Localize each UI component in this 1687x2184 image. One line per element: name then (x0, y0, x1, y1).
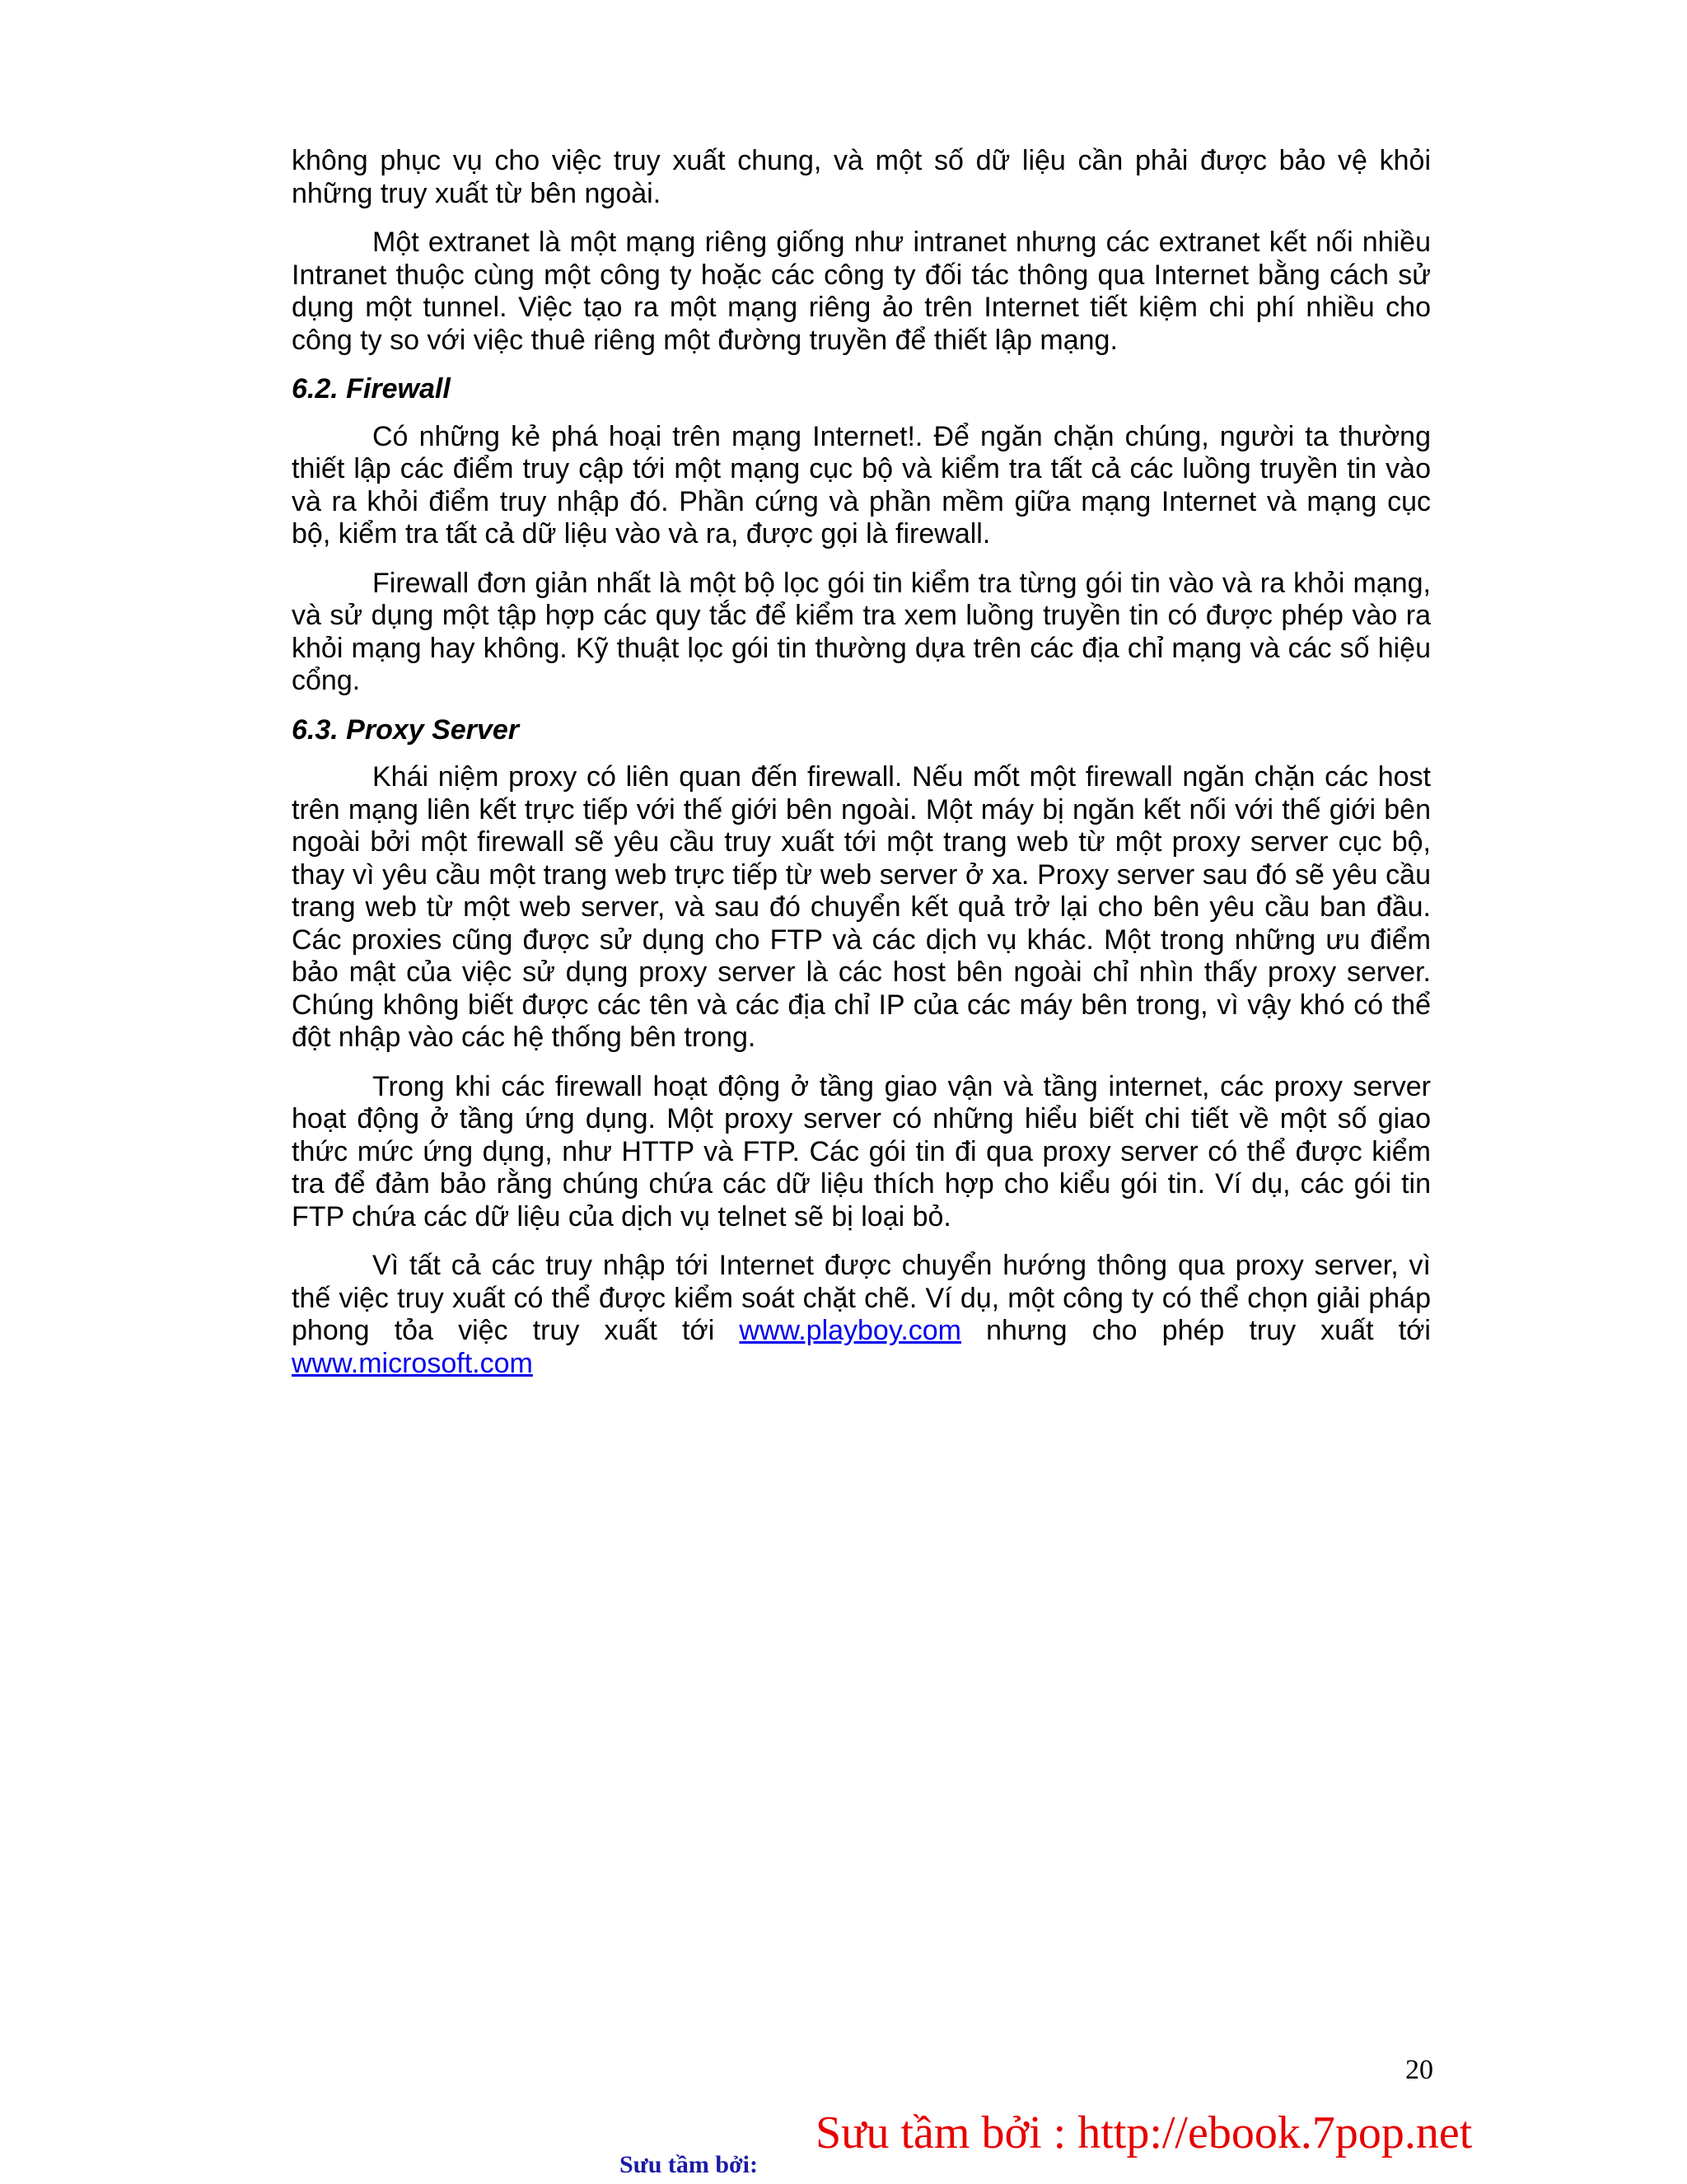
paragraph-proxy-concept: Khái niệm proxy có liên quan đến firewall. Nếu mốt một firewall ngăn chặn các host trên mạng liên kết trực tiếp với thế giới bên ngoài. Một máy bị ngăn kết nối với thế giới bên ngoài bởi một firewall sẽ yêu cầu truy xuất tới một trang web từ một proxy server cục bộ, thay vì yêu cầu một trang web trực tiếp từ web server ở xa. Proxy server sau đó sẽ yêu cầu trang web từ một web server, và sau đó chuyển kết quả trở lại cho bên yêu cầu ban đầu. Các proxies cũng được sử dụng cho FTP và các dịch vụ khác. Một trong những ưu điểm bảo mật của việc sử dụng proxy server là các host bên ngoài chỉ nhìn thấy proxy server. Chúng không biết được các tên và các địa chỉ IP của các máy bên trong, vì vậy khó có thể đột nhập vào các hệ thống bên trong. (292, 761, 1431, 1053)
paragraph-text: nhưng cho phép truy xuất tới (961, 1315, 1431, 1346)
paragraph-extranet: Một extranet là một mạng riêng giống như intranet nhưng các extranet kết nối nhiều Intranet thuộc cùng một công ty hoặc các công ty đối tác thông qua Internet bằng cách sử dụng một tunnel. Việc tạo ra một mạng riêng ảo trên Internet tiết kiệm chi phí nhiều cho công ty so với việc thuê riêng một đường truyền để thiết lập mạng. (292, 227, 1431, 356)
paragraph-text: Vì tất cả các truy nhập tới Internet được chuyển hướng thông qua proxy server, vì thế việc truy xuất có thể được kiểm soát chặt chẽ. Ví dụ, một công ty có thể chọn giải pháp phong tỏa việc truy xuất tới (292, 1250, 1431, 1346)
paragraph-proxy-access-control (292, 1250, 1431, 1380)
section-heading-firewall: 6.2. Firewall (292, 373, 451, 405)
page-number: 20 (1405, 2055, 1433, 2085)
watermark-text: Sưu tầm bởi : http://ebook.7pop.net (815, 2107, 1473, 2158)
section-heading-proxy-server: 6.3. Proxy Server (292, 713, 519, 746)
footer-source-label: Sưu tầm bởi: (619, 2151, 758, 2178)
paragraph-intranet-continued: không phục vụ cho việc truy xuất chung, và một số dữ liệu cần phải được bảo vệ khỏi những truy xuất từ bên ngoài. (292, 145, 1431, 209)
document-body (292, 145, 1431, 1396)
paragraph-firewall-packet-filter: Firewall đơn giản nhất là một bộ lọc gói tin kiểm tra từng gói tin vào và ra khỏi mạng, và sử dụng một tập hợp các quy tắc để kiểm tra xem luồng truyền tin có được phép vào ra khỏi mạng hay không. Kỹ thuật lọc gói tin thường dựa trên các địa chỉ mạng và các số hiệu cổng. (292, 567, 1431, 696)
paragraph-firewall-intro: Có những kẻ phá hoại trên mạng Internet!. Để ngăn chặn chúng, người ta thường thiết lập các điểm truy cập tới một mạng cục bộ và kiểm tra tất cả các luồng truyền tin vào và ra khỏi điểm truy nhập đó. Phần cứng và phần mềm giữa mạng Internet và mạng cục bộ, kiểm tra tất cả dữ liệu vào và ra, được gọi là firewall. (292, 420, 1431, 550)
paragraph-proxy-application-layer: Trong khi các firewall hoạt động ở tầng giao vận và tầng internet, các proxy server hoạt động ở tầng ứng dụng. Một proxy server có những hiểu biết chi tiết về một số giao thức mức ứng dụng, như HTTP và FTP. Các gói tin đi qua proxy server có thể được kiểm tra để đảm bảo rằng chúng chứa các dữ liệu thích hợp cho kiểu gói tin. Ví dụ, các gói tin FTP chứa các dữ liệu của dịch vụ telnet sẽ bị loại bỏ. (292, 1070, 1431, 1232)
link-microsoft[interactable]: www.microsoft.com (292, 1347, 533, 1379)
link-playboy[interactable]: www.playboy.com (739, 1315, 961, 1346)
